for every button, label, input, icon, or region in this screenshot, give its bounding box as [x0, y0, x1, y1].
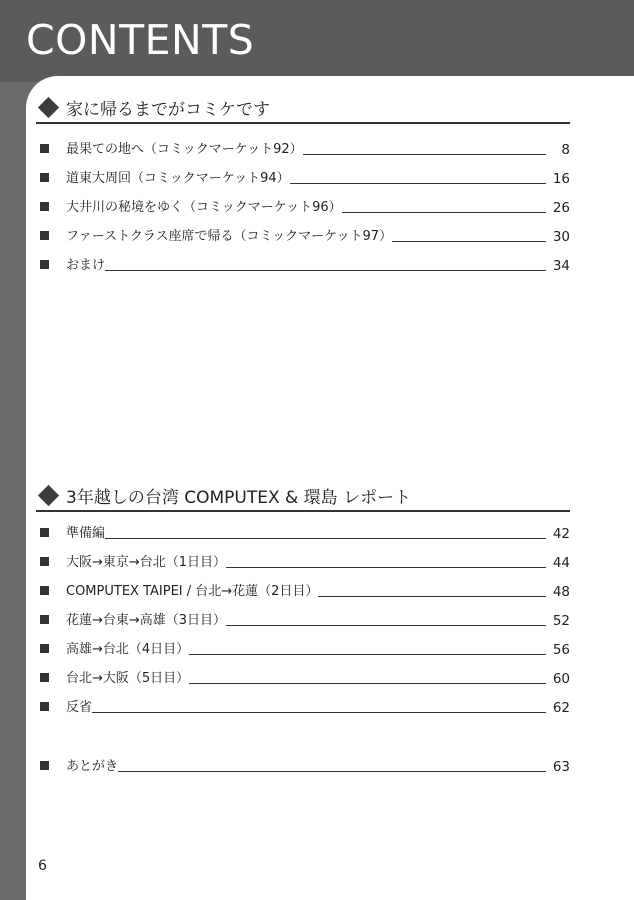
- leader-line: [342, 211, 546, 213]
- section-title: 3年越しの台湾 COMPUTEX & 環島 レポート: [66, 487, 412, 508]
- entry-title: 大井川の秘境をゆく（コミックマーケット96）: [66, 200, 342, 215]
- entry-title: 反省: [66, 700, 93, 715]
- toc-entry[interactable]: [36, 609, 570, 629]
- section-title: 家に帰るまでがコミケです: [66, 99, 270, 120]
- toc-entry[interactable]: [36, 138, 570, 158]
- bullet-icon: [40, 231, 49, 240]
- leader-line: [226, 566, 546, 568]
- toc-entry[interactable]: [36, 522, 570, 542]
- entry-title: 高雄→台北（4日目）: [66, 642, 190, 657]
- entry-page-number: 63: [552, 759, 570, 775]
- entry-page-number: 56: [552, 642, 570, 658]
- entry-page-number: 34: [552, 258, 570, 274]
- toc-entry[interactable]: [36, 196, 570, 216]
- entry-page-number: 48: [552, 584, 570, 600]
- bullet-icon: [40, 615, 49, 624]
- entry-page-number: 62: [552, 700, 570, 716]
- entry-title: 準備編: [66, 526, 106, 541]
- leader-line: [105, 269, 546, 271]
- page-title: CONTENTS: [26, 16, 255, 64]
- leader-line: [189, 682, 546, 684]
- entry-title: 最果ての地へ（コミックマーケット92）: [66, 142, 303, 157]
- toc-entry[interactable]: [36, 638, 570, 658]
- header-bar: [0, 0, 634, 82]
- leader-line: [392, 240, 546, 242]
- section-heading: [36, 92, 570, 124]
- bullet-icon: [40, 528, 49, 537]
- leader-line: [318, 595, 546, 597]
- toc-entry[interactable]: [36, 580, 570, 600]
- leader-line: [303, 153, 546, 155]
- entry-page-number: 8: [561, 142, 570, 158]
- section-heading: [36, 480, 570, 512]
- toc-entry[interactable]: [36, 755, 570, 775]
- leader-line: [189, 653, 546, 655]
- toc-entry[interactable]: [36, 254, 570, 274]
- entry-page-number: 60: [552, 671, 570, 687]
- entry-page-number: 30: [552, 229, 570, 245]
- toc-entry[interactable]: [36, 551, 570, 571]
- toc-entry[interactable]: [36, 225, 570, 245]
- bullet-icon: [40, 644, 49, 653]
- leader-line: [92, 711, 546, 713]
- entry-page-number: 52: [552, 613, 570, 629]
- entry-title: あとがき: [66, 759, 119, 774]
- bullet-icon: [40, 144, 49, 153]
- leader-line: [290, 182, 546, 184]
- entry-page-number: 44: [552, 555, 570, 571]
- side-margin: [0, 82, 26, 900]
- entry-page-number: 26: [552, 200, 570, 216]
- entry-page-number: 42: [552, 526, 570, 542]
- entry-title: COMPUTEX TAIPEI / 台北→花蓮（2日目）: [66, 584, 319, 599]
- bullet-icon: [40, 173, 49, 182]
- toc-entry[interactable]: [36, 696, 570, 716]
- leader-line: [226, 624, 546, 626]
- diamond-icon: [38, 484, 59, 505]
- entry-title: ファーストクラス座席で帰る（コミックマーケット97）: [66, 229, 393, 244]
- entry-title: 道東大周回（コミックマーケット94）: [66, 171, 290, 186]
- leader-line: [118, 770, 546, 772]
- diamond-icon: [38, 96, 59, 117]
- bullet-icon: [40, 702, 49, 711]
- toc-entry[interactable]: [36, 167, 570, 187]
- entry-title: おまけ: [66, 258, 106, 273]
- entry-title: 花蓮→台東→高雄（3日目）: [66, 613, 227, 628]
- bullet-icon: [40, 673, 49, 682]
- section-2: [36, 480, 570, 512]
- bullet-icon: [40, 202, 49, 211]
- toc-entry[interactable]: [36, 667, 570, 687]
- entry-page-number: 16: [552, 171, 570, 187]
- entry-title: 台北→大阪（5日目）: [66, 671, 190, 686]
- bullet-icon: [40, 761, 49, 770]
- bullet-icon: [40, 586, 49, 595]
- bullet-icon: [40, 557, 49, 566]
- entry-title: 大阪→東京→台北（1日目）: [66, 555, 227, 570]
- section-1: [36, 92, 570, 124]
- bullet-icon: [40, 260, 49, 269]
- folio-page-number: 6: [38, 858, 47, 874]
- leader-line: [105, 537, 546, 539]
